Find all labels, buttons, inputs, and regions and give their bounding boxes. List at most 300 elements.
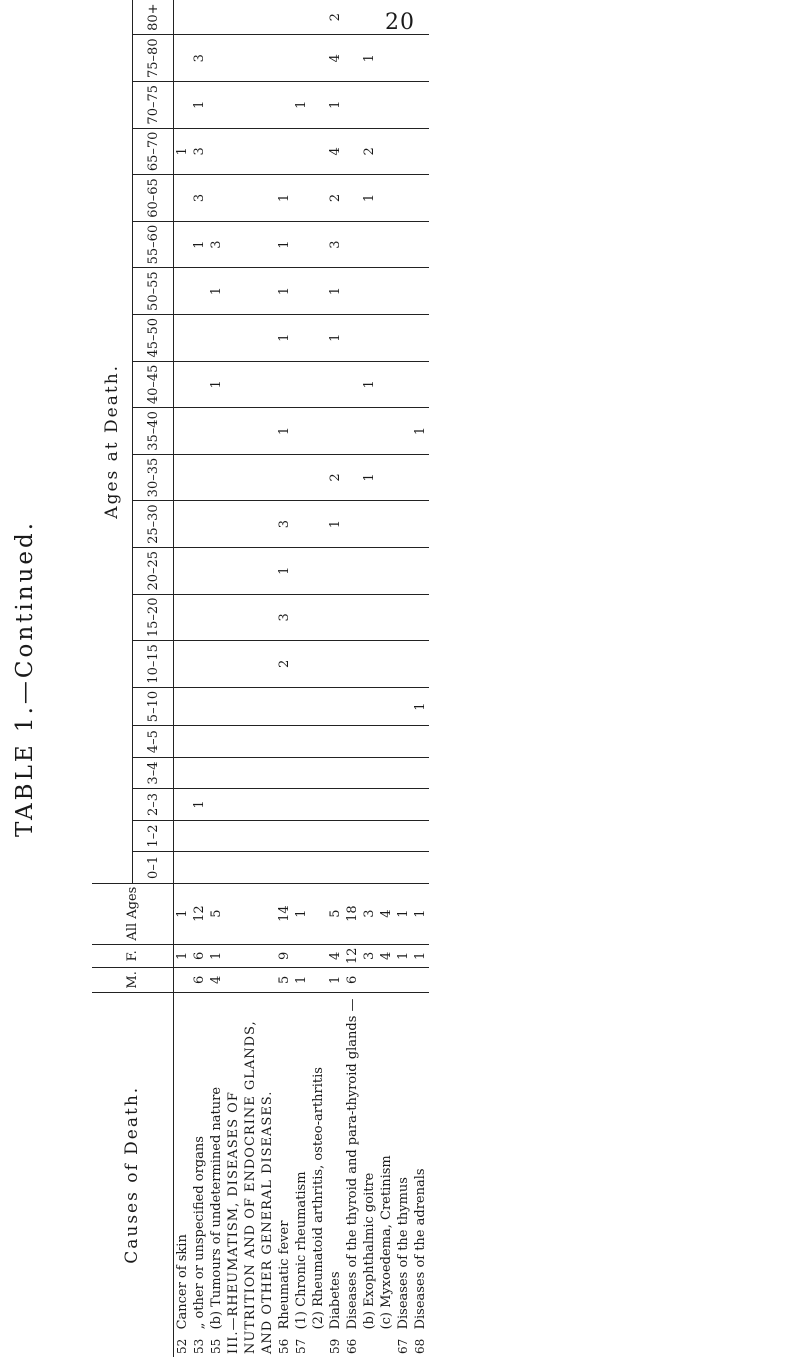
age-count xyxy=(208,35,225,82)
age-count xyxy=(208,128,225,175)
age-count xyxy=(310,128,327,175)
age-count xyxy=(412,820,429,851)
empty-cell xyxy=(225,454,276,501)
age-count: 2 xyxy=(327,454,344,501)
header-age-group: 70–75 xyxy=(133,81,174,128)
age-count: 4 xyxy=(327,128,344,175)
table-row xyxy=(208,0,225,1357)
age-count xyxy=(293,501,310,548)
header-age-group: 1–2 xyxy=(133,820,174,851)
age-count xyxy=(293,361,310,408)
empty-cell xyxy=(225,944,276,968)
age-count xyxy=(276,852,293,883)
age-count xyxy=(191,501,208,548)
age-count xyxy=(293,35,310,82)
age-count xyxy=(174,687,192,726)
female-count: 1 xyxy=(412,944,429,968)
age-count xyxy=(344,594,361,641)
header-age-group: 40–45 xyxy=(133,361,174,408)
female-count: 9 xyxy=(276,944,293,968)
empty-cell xyxy=(225,547,276,594)
male-count: 1 xyxy=(327,968,344,992)
age-count xyxy=(191,314,208,361)
age-count: 2 xyxy=(276,641,293,688)
age-count xyxy=(293,128,310,175)
age-count xyxy=(174,852,192,883)
cause-label: Rheumatic fever xyxy=(276,992,293,1332)
age-count xyxy=(174,594,192,641)
age-count xyxy=(208,314,225,361)
age-count xyxy=(191,454,208,501)
age-count: 3 xyxy=(191,128,208,175)
age-count xyxy=(378,501,395,548)
all-ages-count: 12 xyxy=(191,883,208,944)
age-count xyxy=(395,175,412,222)
empty-cell xyxy=(225,501,276,548)
age-count: 1 xyxy=(361,175,378,222)
age-count: 1 xyxy=(276,314,293,361)
age-count xyxy=(276,687,293,726)
header-age-group: 2–3 xyxy=(133,789,174,820)
age-count xyxy=(378,820,395,851)
all-ages-count: 1 xyxy=(395,883,412,944)
age-count: 1 xyxy=(361,361,378,408)
cause-number: 52 xyxy=(175,1338,189,1354)
table-row xyxy=(344,0,361,1357)
table-wrapper xyxy=(92,0,429,1357)
age-count xyxy=(174,501,192,548)
age-count xyxy=(293,0,310,35)
age-count xyxy=(276,35,293,82)
age-count xyxy=(378,547,395,594)
header-age-group: 20–25 xyxy=(133,547,174,594)
age-count: 3 xyxy=(191,175,208,222)
cause-number xyxy=(361,1332,378,1357)
age-count xyxy=(310,820,327,851)
age-count xyxy=(208,789,225,820)
cause-number xyxy=(378,1332,395,1357)
age-count xyxy=(174,641,192,688)
age-count xyxy=(327,641,344,688)
male-count: 4 xyxy=(208,968,225,992)
age-count xyxy=(361,81,378,128)
age-count xyxy=(395,361,412,408)
age-count xyxy=(344,852,361,883)
empty-cell xyxy=(225,883,276,944)
cause-label: Diseases of the thymus xyxy=(395,992,412,1332)
header-age-group: 50–55 xyxy=(133,268,174,315)
age-count xyxy=(361,641,378,688)
age-count xyxy=(310,81,327,128)
all-ages-count: 1 xyxy=(412,883,429,944)
age-count xyxy=(395,128,412,175)
age-count xyxy=(395,501,412,548)
age-count xyxy=(361,408,378,455)
header-age-group: 60–65 xyxy=(133,175,174,222)
age-count xyxy=(191,268,208,315)
age-count xyxy=(395,81,412,128)
age-count xyxy=(293,594,310,641)
table-row xyxy=(361,0,378,1357)
age-count xyxy=(174,757,192,788)
age-count: 1 xyxy=(276,268,293,315)
age-count xyxy=(344,268,361,315)
header-age-group: 0–1 xyxy=(133,852,174,883)
cause-number: 53 xyxy=(192,1338,206,1354)
age-count xyxy=(344,820,361,851)
age-count: 3 xyxy=(327,221,344,268)
age-count xyxy=(344,361,361,408)
table-row xyxy=(327,0,344,1357)
age-count: 1 xyxy=(361,454,378,501)
age-count xyxy=(276,757,293,788)
age-count xyxy=(361,547,378,594)
age-count xyxy=(276,454,293,501)
cause-label: „ other or unspecified organs xyxy=(191,992,208,1332)
age-count xyxy=(378,687,395,726)
cause-label: (2) Rheumatoid arthritis, osteo-arthritis xyxy=(310,992,327,1332)
age-count xyxy=(191,726,208,757)
age-count xyxy=(327,594,344,641)
age-count xyxy=(344,454,361,501)
header-age-group: 4–5 xyxy=(133,726,174,757)
age-count xyxy=(191,361,208,408)
age-count xyxy=(361,594,378,641)
empty-cell xyxy=(225,687,276,726)
male-count xyxy=(310,968,327,992)
age-count xyxy=(174,547,192,594)
age-count xyxy=(361,221,378,268)
age-count xyxy=(378,408,395,455)
age-count xyxy=(395,820,412,851)
age-count xyxy=(191,820,208,851)
female-count: 4 xyxy=(327,944,344,968)
age-count xyxy=(395,35,412,82)
male-count: 5 xyxy=(276,968,293,992)
age-count xyxy=(276,81,293,128)
age-count xyxy=(191,641,208,688)
header-age-group: 75–80 xyxy=(133,35,174,82)
age-count xyxy=(310,175,327,222)
empty-cell xyxy=(225,820,276,851)
age-count xyxy=(174,454,192,501)
age-count xyxy=(310,221,327,268)
empty-cell xyxy=(225,314,276,361)
page-number: 20 xyxy=(385,10,415,35)
age-count xyxy=(310,852,327,883)
age-count xyxy=(344,501,361,548)
table-row xyxy=(293,0,310,1357)
age-count: 2 xyxy=(361,128,378,175)
age-count: 4 xyxy=(327,35,344,82)
age-count: 1 xyxy=(208,361,225,408)
female-count: 1 xyxy=(395,944,412,968)
age-count xyxy=(310,0,327,35)
age-count xyxy=(293,726,310,757)
age-count: 1 xyxy=(412,408,429,455)
age-count xyxy=(310,641,327,688)
age-count xyxy=(276,820,293,851)
age-count xyxy=(378,35,395,82)
table-row xyxy=(191,0,208,1357)
empty-cell xyxy=(225,408,276,455)
age-count: 1 xyxy=(327,501,344,548)
age-count xyxy=(344,314,361,361)
cause-label: (c) Myxoedema, Cretinism xyxy=(378,992,395,1332)
male-count: 1 xyxy=(293,968,310,992)
header-f: F. xyxy=(92,944,174,968)
age-count xyxy=(208,408,225,455)
age-count xyxy=(344,0,361,35)
header-age-group: 30–35 xyxy=(133,454,174,501)
empty-cell xyxy=(225,221,276,268)
age-count xyxy=(174,726,192,757)
age-count xyxy=(208,757,225,788)
cause-label: Diseases of the adrenals xyxy=(412,992,429,1332)
age-count xyxy=(412,35,429,82)
age-count xyxy=(344,687,361,726)
age-count xyxy=(174,81,192,128)
header-age-group: 45–50 xyxy=(133,314,174,361)
age-count xyxy=(293,268,310,315)
age-count xyxy=(412,757,429,788)
all-ages-count: 5 xyxy=(208,883,225,944)
age-count xyxy=(327,789,344,820)
age-count xyxy=(293,547,310,594)
age-count xyxy=(361,687,378,726)
age-count xyxy=(174,361,192,408)
age-count xyxy=(412,314,429,361)
age-count xyxy=(378,757,395,788)
age-count xyxy=(395,641,412,688)
age-count xyxy=(378,221,395,268)
female-count: 1 xyxy=(174,944,192,968)
empty-cell xyxy=(225,128,276,175)
age-count: 1 xyxy=(276,547,293,594)
age-count xyxy=(395,408,412,455)
age-count: 1 xyxy=(327,268,344,315)
age-count xyxy=(361,501,378,548)
age-count xyxy=(378,726,395,757)
age-count xyxy=(310,454,327,501)
age-count xyxy=(208,726,225,757)
empty-cell xyxy=(225,175,276,222)
all-ages-count: 5 xyxy=(327,883,344,944)
age-count xyxy=(174,35,192,82)
age-count xyxy=(208,547,225,594)
header-age-group: 15–20 xyxy=(133,594,174,641)
age-count xyxy=(276,128,293,175)
age-count xyxy=(174,221,192,268)
age-count xyxy=(208,687,225,726)
table-row xyxy=(412,0,429,1357)
table-body xyxy=(174,0,430,1357)
age-count xyxy=(310,35,327,82)
cause-number xyxy=(310,1332,327,1357)
age-count xyxy=(327,726,344,757)
age-count xyxy=(395,454,412,501)
age-count xyxy=(344,547,361,594)
header-age-group: 55–60 xyxy=(133,221,174,268)
age-count xyxy=(344,757,361,788)
all-ages-count: 1 xyxy=(174,883,192,944)
age-count xyxy=(174,408,192,455)
empty-cell xyxy=(225,81,276,128)
age-count xyxy=(344,175,361,222)
age-count xyxy=(327,547,344,594)
age-count xyxy=(191,852,208,883)
age-count xyxy=(327,852,344,883)
age-count xyxy=(276,789,293,820)
age-count xyxy=(276,0,293,35)
cause-label: (b) Exophthalmic goitre xyxy=(361,992,378,1332)
empty-cell xyxy=(225,757,276,788)
age-count xyxy=(310,268,327,315)
age-count xyxy=(378,789,395,820)
cause-number: 67 xyxy=(396,1338,410,1354)
age-count xyxy=(310,726,327,757)
age-count: 2 xyxy=(327,0,344,35)
cause-label: (1) Chronic rheumatism xyxy=(293,992,310,1332)
age-count xyxy=(276,726,293,757)
table-row xyxy=(310,0,327,1357)
age-count xyxy=(378,852,395,883)
age-count xyxy=(412,501,429,548)
age-count xyxy=(310,757,327,788)
all-ages-count: 4 xyxy=(378,883,395,944)
cause-number: 57 xyxy=(294,1338,308,1354)
table-row xyxy=(378,0,395,1357)
age-count xyxy=(293,221,310,268)
header-ages-at-death: Ages at Death. xyxy=(92,0,133,883)
age-count xyxy=(174,175,192,222)
age-count xyxy=(293,314,310,361)
age-count xyxy=(361,268,378,315)
age-count xyxy=(395,687,412,726)
age-count xyxy=(293,820,310,851)
header-age-group: 10–15 xyxy=(133,641,174,688)
age-count xyxy=(378,268,395,315)
age-count xyxy=(395,757,412,788)
table-row xyxy=(395,0,412,1357)
age-count: 3 xyxy=(191,35,208,82)
cause-number: 56 xyxy=(277,1338,291,1354)
age-count xyxy=(361,789,378,820)
age-count xyxy=(412,547,429,594)
age-count xyxy=(378,314,395,361)
age-count: 1 xyxy=(276,408,293,455)
cause-label: (b) Tumours of undetermined nature xyxy=(208,992,225,1332)
age-count xyxy=(412,594,429,641)
age-count: 1 xyxy=(412,687,429,726)
age-count xyxy=(208,594,225,641)
age-count xyxy=(174,0,192,35)
age-count xyxy=(412,268,429,315)
age-count xyxy=(208,501,225,548)
female-count: 4 xyxy=(378,944,395,968)
cause-number: 55 xyxy=(209,1338,223,1354)
age-count xyxy=(344,641,361,688)
empty-cell xyxy=(225,726,276,757)
empty-cell xyxy=(225,968,276,992)
age-count: 1 xyxy=(276,221,293,268)
age-count: 1 xyxy=(293,81,310,128)
age-count xyxy=(361,726,378,757)
age-count xyxy=(378,361,395,408)
age-count: 1 xyxy=(191,221,208,268)
age-count xyxy=(412,641,429,688)
age-count xyxy=(191,408,208,455)
age-count xyxy=(310,547,327,594)
age-count xyxy=(293,641,310,688)
age-count: 1 xyxy=(191,81,208,128)
age-count xyxy=(293,408,310,455)
header-age-group: 80+ xyxy=(133,0,174,35)
age-count xyxy=(395,547,412,594)
age-count xyxy=(293,454,310,501)
age-count xyxy=(412,175,429,222)
age-count xyxy=(412,852,429,883)
empty-cell xyxy=(225,0,276,35)
age-count xyxy=(378,454,395,501)
header-causes: Causes of Death. xyxy=(92,992,174,1357)
all-ages-count: 14 xyxy=(276,883,293,944)
age-count: 1 xyxy=(327,81,344,128)
age-count: 1 xyxy=(361,35,378,82)
header-age-group: 25–30 xyxy=(133,501,174,548)
age-count xyxy=(344,35,361,82)
age-count xyxy=(412,221,429,268)
age-count xyxy=(344,221,361,268)
male-count xyxy=(395,968,412,992)
empty-cell xyxy=(225,361,276,408)
cause-number: 59 xyxy=(328,1338,342,1354)
age-count xyxy=(412,81,429,128)
age-count xyxy=(412,726,429,757)
female-count xyxy=(310,944,327,968)
age-count: 1 xyxy=(327,314,344,361)
age-count xyxy=(310,408,327,455)
age-count xyxy=(310,361,327,408)
age-count xyxy=(310,314,327,361)
age-count xyxy=(310,789,327,820)
age-count xyxy=(395,221,412,268)
age-count xyxy=(344,81,361,128)
cause-label: Diabetes xyxy=(327,992,344,1332)
age-count xyxy=(310,501,327,548)
age-count xyxy=(191,0,208,35)
age-count xyxy=(378,594,395,641)
age-count xyxy=(344,408,361,455)
age-count xyxy=(361,0,378,35)
age-count xyxy=(208,175,225,222)
age-count: 2 xyxy=(327,175,344,222)
all-ages-count: 18 xyxy=(344,883,361,944)
age-count xyxy=(191,547,208,594)
age-count xyxy=(174,820,192,851)
age-count xyxy=(395,789,412,820)
male-count: 6 xyxy=(191,968,208,992)
age-count xyxy=(361,314,378,361)
table-row xyxy=(276,0,293,1357)
header-m: M. xyxy=(92,968,174,992)
male-count: 6 xyxy=(344,968,361,992)
age-count xyxy=(344,726,361,757)
age-count xyxy=(412,454,429,501)
age-count xyxy=(344,789,361,820)
cause-number: 68 xyxy=(413,1338,427,1354)
empty-cell xyxy=(225,789,276,820)
